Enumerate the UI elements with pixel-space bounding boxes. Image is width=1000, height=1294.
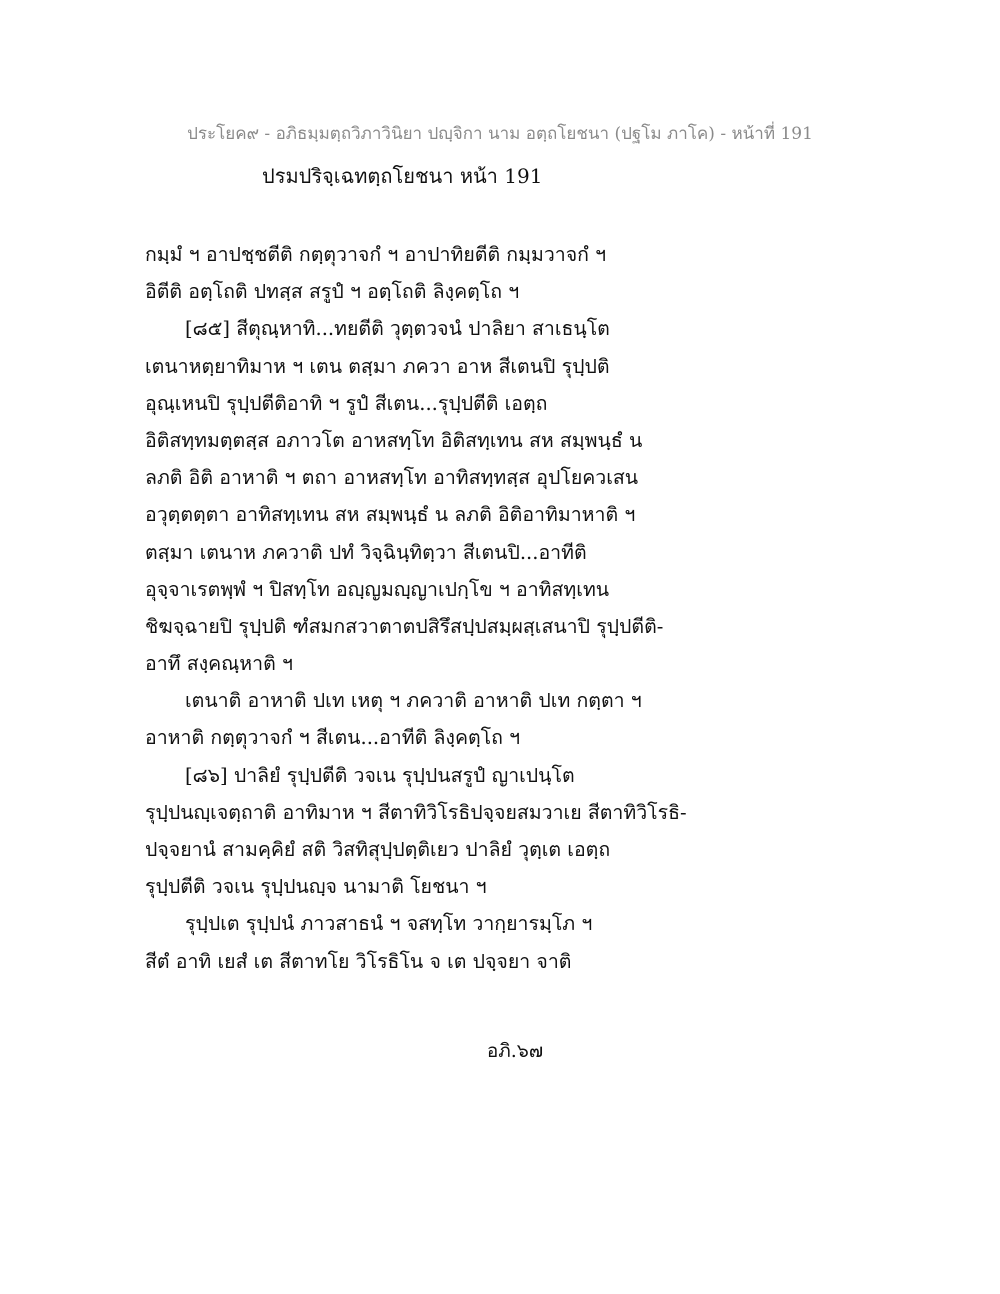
text-line: อิติสทฺทมตฺตสฺส อภาวโต อาหสทฺโท อิติสทฺเทน สห สมฺพนฺธํ น: [145, 428, 643, 452]
text-line: อาหาติ กตฺตุวาจกํ ฯ สีเตน...อาทีติ ลิงฺคตฺโถ ฯ: [145, 726, 521, 750]
text-line: [๘๖] ปาลิยํ รุปฺปตีติ วจเน รุปฺปนสรูปํ ญาเปนฺโต: [185, 763, 575, 787]
text-line: กมฺมํ ฯ อาปชฺชตีติ กตฺตุวาจกํ ฯ อาปาทิยตีติ กมฺมวาจกํ ฯ: [145, 243, 607, 266]
section-title: ปรมปริจฺเฉทตฺถโยชนา หน้า 191: [262, 164, 543, 188]
text-line: รุปฺปเต รุปฺปนํ ภาวสาธนํ ฯ จสทฺโท วากฺยารมฺโภ ฯ: [185, 912, 593, 936]
text-line: เตนาหตฺยาทิมาห ฯ เตน ตสฺมา ภควา อาห สีเตนปิ รุปฺปติ: [145, 354, 610, 378]
text-line: อิตีติ อตฺโถติ ปทสฺส สรูปํ ฯ อตฺโถติ ลิงฺคตฺโถ ฯ: [145, 280, 520, 304]
body-text: [145, 236, 705, 980]
text-line: ลภติ อิติ อาหาติ ฯ ตถา อาหสทฺโท อาทิสทฺทสฺส อุปโยควเสน: [145, 466, 639, 490]
text-line: อุณฺเหนปิ รุปฺปตีติอาทิ ฯ รูปํ สีเตน...รุปฺปตีติ เอตฺถ: [145, 391, 548, 415]
running-header: ประโยค๙ - อภิธมฺมตฺถวิภาวินิยา ปญฺจิกา นาม อตฺถโยชนา (ปฐโม ภาโค) - หน้าที่ 191: [187, 124, 813, 144]
text-line: ชิฆจฺฉายปิ รุปฺปติ ฑํสมกสวาตาตปสิรึสปฺปสมฺผสฺเสนาปิ รุปฺปตีติ-: [145, 614, 664, 638]
text-line: อวุตฺตตฺตา อาทิสทฺเทน สห สมฺพนฺธํ น ลภติ อิติอาทิมาหาติ ฯ: [145, 503, 636, 527]
text-line: สีตํ อาทิ เยสํ เต สีตาทโย วิโรธิโน จ เต ปจฺจยา จาติ: [145, 949, 572, 973]
text-line: รุปฺปตีติ วจเน รุปฺปนญฺจ นามาติ โยชนา ฯ: [145, 875, 487, 899]
text-line: ปจฺจยานํ สามคฺคิยํ สติ วิสทิสุปฺปตฺติเยว ปาลิยํ วุตฺเต เอตฺถ: [145, 838, 611, 861]
text-line: เตนาติ อาหาติ ปเท เหตุ ฯ ภควาติ อาหาติ ปเท กตฺตา ฯ: [185, 689, 642, 713]
text-line: รุปฺปนญฺเจตฺถาติ อาทิมาห ฯ สีตาทิวิโรธิปจฺจยสมวาเย สีตาทิวิโรธิ-: [145, 800, 687, 824]
page-footer-mark: อภิ.๖๗: [486, 1040, 544, 1062]
text-line: อุจฺจาเรตพฺพํ ฯ ปิสทฺโท อญฺญมญฺญาเปกฺโข ฯ อาทิสทฺเทน: [145, 577, 610, 601]
text-line: อาทึ สงฺคณฺหาติ ฯ: [145, 652, 293, 676]
text-line: [๘๕] สีตุณฺหาทิ...ทยตีติ วุตฺตวจนํ ปาลิยา สาเธนฺโต: [185, 317, 610, 341]
text-line: ตสฺมา เตนาห ภควาติ ปทํ วิจฺฉินฺทิตฺวา สีเตนปิ...อาทีติ: [145, 540, 587, 564]
